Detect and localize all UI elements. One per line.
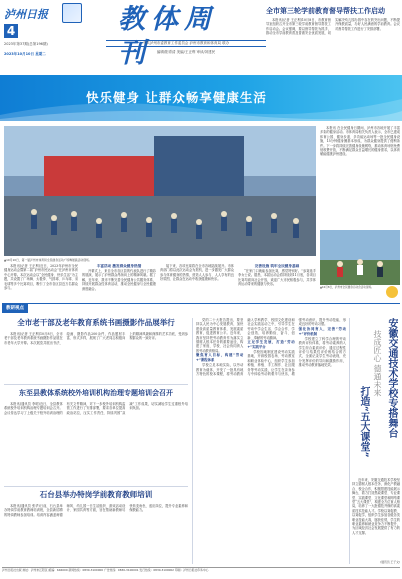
story-2-headline: 东至县教体系统校外培训机构治理专题培训会召开: [19, 388, 173, 397]
mascot-icon: [386, 286, 398, 298]
feature-right-col: 本报讯 在全民健身日期间，泸州市各地开展了丰富多彩的健身活动。市体育局相关负责人表示，全市已建成体育公园、健身步道、多功能运动场等一批全民健身设施，15分钟健身圈基本形成，为群众健身提供了便利条件。下一步将持续完善健身设施网络，推动体育场馆免费低收费开放，不断满足群众日益增长的健身需求，以体育赋能健康泸州建设。: [320, 126, 400, 157]
page-footer: 泸州日报社出版 地址：泸州市江阳区 邮编：646000 新闻热线：0830-3100000 广告热线：0830-3100001 发行热线：0830-3100002 印刷：泸州日报社印务中心: [2, 567, 400, 578]
feature-right-photo-caption: ▲10月8日，泸州市全民健身运动会活动现场。: [320, 286, 374, 289]
brand-name: 泸州日报: [4, 8, 48, 21]
right-story-body: 近年来，安徽交通技术学校坚持立德树人根本任务，深化产教融合、校企合作，积极搭建技能展示舞台，着力打造思政课堂、专业课堂、实践课堂、文化课堂和网络课堂“五大课堂”，构建全方位育人格局，培养了一大批德技并修的高素质技术技能人才。学校以赛促教、以赛促学，组织学生参加各级各类职业技能大赛，屡获佳绩，学生的职业素养和就业竞争力不断提升，为区域经济社会发展提供了有力的人才支撑。: [352, 478, 400, 535]
date-line: 2023年10月10日 星期二: [4, 52, 46, 56]
feature-banner-title: 快乐健身 让群众畅享健康生活: [86, 90, 267, 105]
feature-photo-caption: ▲10月10日，第一届泸州市体育局全民健身活动广场舞展演活动现场。: [4, 258, 92, 262]
story-separator-1: [4, 384, 188, 385]
column-rule-2: [349, 318, 350, 564]
feature-col-1: 本报讯(记者 王正利)近日，2023年泸州市全民健身运动会暨第二届“泸州市民运动会”在泸州市体育中心开幕。本次运动会以“全民健身、快乐生活”为主题，共设置了广场舞、太极拳、气排球、乒乓球、羽毛球等多个比赛项目，吸引了全市各区县近万名群众参与。: [4, 264, 78, 291]
story-1-body: 本报讯(记者 王正利)10月8日，全市老干部及老年教育系统书画摄影作品展在市老年大学开幕。本次展览共展出书法、绘画、摄影作品200余件，作品题材丰富、形式多样，展现了广大老同志积极向上的精神风貌和深厚的艺术功底，受到参观群众的一致好评。: [4, 332, 188, 345]
feature-col-3: 接下来，各项比赛将在全市各地陆续展开。市体育部门将以此次运动会为契机，进一步激发广大群众参与体育健身的热情，营造人人参与、人人享有的良好氛围，让群众在运动中收获健康和快乐。: [160, 264, 234, 282]
feature-right-photo: [320, 230, 400, 285]
story-3-headline: 石台县举办特岗学前教育教师培训: [39, 490, 153, 499]
middle-subhead-2: 立足学生发展，打造“劳动+”实践平台: [247, 340, 295, 350]
newspaper-brand: [4, 3, 62, 21]
editor-line: 编辑/阳青清 美编/王正利 审读/刘建民: [156, 50, 216, 54]
feature-col-4: 完善设施 筑牢全民健身基础 “在家门口就能参加比赛，感觉特别好。”参赛选手李女士说。据悉，本届运动会将持续到11月底，各项目比赛均面向社会开放，欢迎广大市民积极参与，共享体育运动带来的健康与快乐。: [238, 264, 316, 287]
middle-subhead-3: 强化协同育人，完善“劳动+”评价机制: [298, 326, 346, 336]
issue-line: 2023年第37期(总第196期): [4, 42, 48, 46]
middle-subhead-1: 聚焦育人目标，构建“劳动+”课程体系: [196, 353, 244, 363]
top-story-headline: 全市第三轮学前教育督导帮扶工作启动: [266, 6, 385, 15]
right-vertical-title-3: 打造“五大课堂”: [358, 386, 369, 458]
story-1-headline: 全市老干部及老年教育系统书画摄影作品展举行: [17, 318, 175, 327]
sponsor-line: 中共泸州市委教育工作委员会 泸州市教育和体育局 联办: [106, 40, 266, 47]
story-2-body: 本报讯(通讯员 李明)近日，全县教体系统校外培训机构治理专题培训会召开。会议传达学习了上级关于校外培训治理的有关文件精神，对下一步校外培训机构监管工作进行了安排部署，要求各单位提高政治站位，压实工作责任，持续巩固“双减”工作成果，切实减轻学生过重校外培训负担。: [4, 402, 188, 415]
page-number: 4: [4, 24, 18, 38]
section-label: 教研视点: [2, 304, 28, 313]
top-story-body: 本报讯(记者 王正利)10月8日，市教育督导室组织召开全市第三轮学前教育督导帮扶工作启动会。会议强调，要以督导帮扶为抓手，推动全市学前教育普及普惠安全优质发展，切实解决幼儿园办园中存在的突出问题，不断提升保教质量，办好人民满意的学前教育。会议对督导帮扶工作进行了安排部署。: [266, 18, 400, 36]
feature-subhead-1: 丰富活动 激发群众健身热情: [96, 264, 142, 268]
brand-logo-icon: [62, 3, 82, 23]
section-title: 教体周刊: [118, 4, 217, 69]
feature-col-2: 丰富活动 激发群众健身热情 开幕式上，来自全市各区县的代表队进行了精彩的展演，展示了泸州群众昂扬向上的精神风貌。据了解，近年来，我市不断完善全民健身公共服务体系，持续开展群众性体育活动，推动全民健身与全民健康深度融合。: [82, 264, 156, 291]
right-vertical-title-2: 技成匠心 德通未来: [373, 330, 382, 397]
feature-main-photo: [4, 126, 316, 256]
column-rule-1: [192, 318, 193, 564]
square-dance-photo: [4, 126, 316, 256]
section-divider: [2, 303, 400, 312]
middle-story: 党的二十大报告提出，要坚持以人民为中心发展教育，加快建设高质量教育体系，发展素质教育，促进教育公平。近年来，我市坚持把劳动教育作为落实立德树人根本任务的重要途径，构建了家庭、学校、社会协同育人的劳动教育格局。 聚焦育人目标，构建“劳动+”课程体系 学校立足本地实际，以劳动教育为载体，开发了一批具有地方特色的校本课程，将劳动教育融入学科教学、校园文化建设和社会实践活动之中，引导学生在劳动中学会生活、学会合作、学会创造，培养勤俭、奋斗、创新、奉献的劳动精神。 立足学生发展，打造“劳动+”实践平台 学校因地制宜建设劳动实践基地，开辟校园农场、劳动教室和职业体验中心，组织学生参加种植、养殖、手工制作、社区服务等劳动实践，让学生在亲身参与中体验劳动的艰辛与快乐，增强劳动意识，提升劳动技能，形成良好的劳动习惯。 强化协同育人，完善“劳动+”评价机制 学校建立了科学合理的劳动教育评价体系，将劳动素养纳入学生综合素质评价，通过过程性评价与结果性评价相结合的方式，全面记录学生劳动表现，充分发挥评价的导向和激励作用，推动劳动教育落地见效。: [196, 318, 346, 377]
right-story-byline: (通讯员 王子文): [380, 560, 400, 564]
story-separator-2: [4, 486, 188, 487]
feature-subhead-2: 完善设施 筑牢全民健身基础: [254, 264, 300, 268]
right-sports-photo: [320, 230, 400, 285]
right-vertical-title-1: 安徽交通技术学校专搭舞台: [386, 318, 397, 438]
story-3-body: 本报讯(通讯员 张华)日前，石台县举办特岗学前教育教师培训班，全县新招聘的特岗教师参加培训。培训内容涵盖师德师风、幼儿园一日生活组织、游戏活动设计、家园共育等方面，旨在帮助新教师尽快转变角色、适应岗位，提升专业素养和保教能力。: [4, 504, 188, 517]
